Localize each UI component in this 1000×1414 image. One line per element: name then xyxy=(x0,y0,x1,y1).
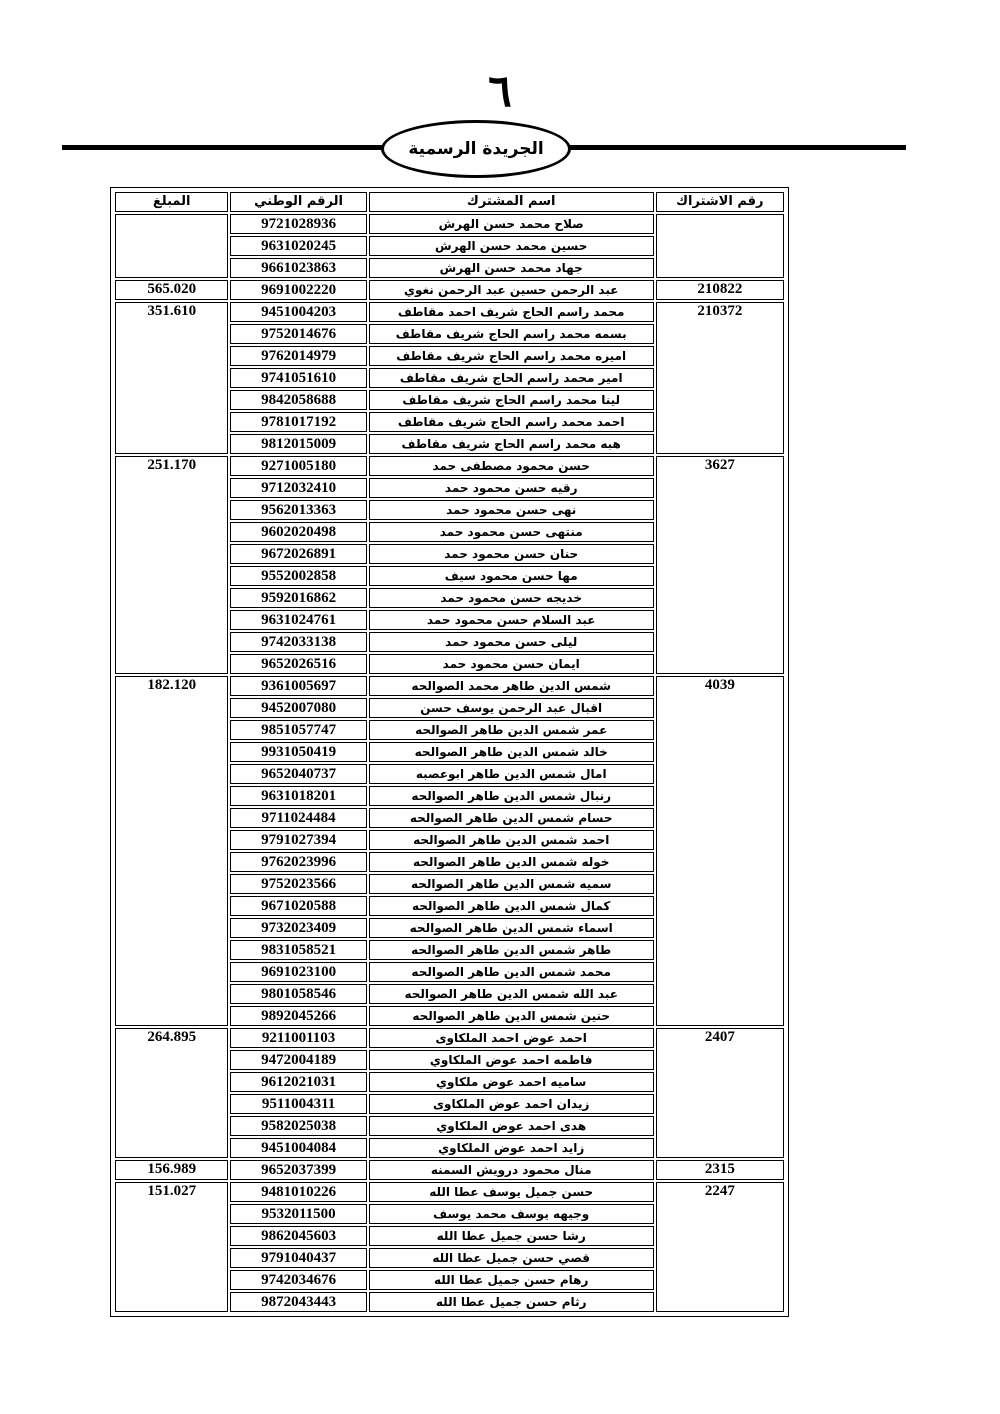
national-id-cell: 9711024484 xyxy=(230,808,366,828)
column-header-subscription-no: رقم الاشتراك xyxy=(656,192,784,212)
subscriber-name-cell: احمد عوض احمد الملكاوى xyxy=(369,1028,654,1048)
amount-cell: 565.020 xyxy=(115,280,228,300)
national-id-cell: 9532011500 xyxy=(230,1204,366,1224)
gazette-title-oval xyxy=(381,120,571,178)
column-header-amount: المبلغ xyxy=(115,192,228,212)
subscriber-name-cell: امال شمس الدين طاهر ابوعصبه xyxy=(369,764,654,784)
national-id-cell: 9752014676 xyxy=(230,324,366,344)
subscriber-name-cell: اقبال عبد الرحمن يوسف حسن xyxy=(369,698,654,718)
national-id-cell: 9672026891 xyxy=(230,544,366,564)
national-id-cell: 9741051610 xyxy=(230,368,366,388)
national-id-cell: 9592016862 xyxy=(230,588,366,608)
national-id-cell: 9652040737 xyxy=(230,764,366,784)
table-row xyxy=(115,280,784,300)
amount-cell: 264.895 xyxy=(115,1028,228,1158)
subscriber-name-cell: ايمان حسن محمود حمد xyxy=(369,654,654,674)
subscriber-name-cell: امير محمد راسم الحاج شريف مقاطف xyxy=(369,368,654,388)
national-id-cell: 9732023409 xyxy=(230,918,366,938)
national-id-cell: 9451004203 xyxy=(230,302,366,322)
subscriber-name-cell: صلاح محمد حسن الهرش xyxy=(369,214,654,234)
national-id-cell: 9851057747 xyxy=(230,720,366,740)
subscription-no-cell: 2315 xyxy=(656,1160,784,1180)
amount-cell xyxy=(115,214,228,278)
subscriber-name-cell: رثام حسن جميل عطا الله xyxy=(369,1292,654,1312)
national-id-cell: 9562013363 xyxy=(230,500,366,520)
subscriber-name-cell: خالد شمس الدين طاهر الصوالحه xyxy=(369,742,654,762)
amount-cell: 251.170 xyxy=(115,456,228,674)
subscriber-name-cell: حسن جميل يوسف عطا الله xyxy=(369,1182,654,1202)
subscriber-name-cell: رشا حسن جميل عطا الله xyxy=(369,1226,654,1246)
table-body xyxy=(115,214,784,1312)
amount-cell: 351.610 xyxy=(115,302,228,454)
subscription-no-cell xyxy=(656,214,784,278)
subscriber-name-cell: رهام حسن جميل عطا الله xyxy=(369,1270,654,1290)
subscriber-name-cell: وجيهه يوسف محمد يوسف xyxy=(369,1204,654,1224)
subscription-no-cell: 3627 xyxy=(656,456,784,674)
subscriber-name-cell: احمد محمد راسم الحاج شريف مقاطف xyxy=(369,412,654,432)
national-id-cell: 9271005180 xyxy=(230,456,366,476)
subscriber-name-cell: جهاد محمد حسن الهرش xyxy=(369,258,654,278)
table-header-row xyxy=(115,192,784,212)
subscriber-name-cell: خديجه حسن محمود حمد xyxy=(369,588,654,608)
subscriber-name-cell: لينا محمد راسم الحاج شريف مقاطف xyxy=(369,390,654,410)
subscriber-name-cell: سميه شمس الدين طاهر الصوالحه xyxy=(369,874,654,894)
national-id-cell: 9691023100 xyxy=(230,962,366,982)
table-row xyxy=(115,676,784,696)
national-id-cell: 9801058546 xyxy=(230,984,366,1004)
national-id-cell: 9721028936 xyxy=(230,214,366,234)
subscription-no-cell: 210822 xyxy=(656,280,784,300)
national-id-cell: 9742034676 xyxy=(230,1270,366,1290)
subscriber-name-cell: عبد الرحمن حسين عبد الرحمن نغوي xyxy=(369,280,654,300)
subscriber-name-cell: محمد شمس الدين طاهر الصوالحه xyxy=(369,962,654,982)
national-id-cell: 9791027394 xyxy=(230,830,366,850)
subscriber-name-cell: كمال شمس الدين طاهر الصوالحه xyxy=(369,896,654,916)
subscriber-name-cell: منتهى حسن محمود حمد xyxy=(369,522,654,542)
subscriber-name-cell: حنين شمس الدين طاهر الصوالحه xyxy=(369,1006,654,1026)
subscriber-name-cell: مها حسن محمود سيف xyxy=(369,566,654,586)
national-id-cell: 9631018201 xyxy=(230,786,366,806)
national-id-cell: 9812015009 xyxy=(230,434,366,454)
national-id-cell: 9892045266 xyxy=(230,1006,366,1026)
subscription-no-cell: 2407 xyxy=(656,1028,784,1158)
subscriber-name-cell: طاهر شمس الدين طاهر الصوالحه xyxy=(369,940,654,960)
national-id-cell: 9511004311 xyxy=(230,1094,366,1114)
national-id-cell: 9762023996 xyxy=(230,852,366,872)
subscriber-name-cell: حنان حسن محمود حمد xyxy=(369,544,654,564)
table-row xyxy=(115,1028,784,1048)
national-id-cell: 9552002858 xyxy=(230,566,366,586)
column-header-subscriber-name: اسم المشترك xyxy=(369,192,654,212)
subscriber-name-cell: بسمه محمد راسم الحاج شريف مقاطف xyxy=(369,324,654,344)
table-row xyxy=(115,214,784,234)
amount-cell: 156.989 xyxy=(115,1160,228,1180)
subscriber-name-cell: نهى حسن محمود حمد xyxy=(369,500,654,520)
subscriber-name-cell: عبد الله شمس الدين طاهر الصوالحه xyxy=(369,984,654,1004)
national-id-cell: 9712032410 xyxy=(230,478,366,498)
subscriber-name-cell: منال محمود درويش السمنه xyxy=(369,1160,654,1180)
subscriber-name-cell: ساميه احمد عوض ملكاوي xyxy=(369,1072,654,1092)
national-id-cell: 9582025038 xyxy=(230,1116,366,1136)
national-id-cell: 9452007080 xyxy=(230,698,366,718)
table-row xyxy=(115,302,784,322)
national-id-cell: 9862045603 xyxy=(230,1226,366,1246)
national-id-cell: 9652037399 xyxy=(230,1160,366,1180)
subscriber-name-cell: شمس الدين طاهر محمد الصوالحه xyxy=(369,676,654,696)
subscription-no-cell: 210372 xyxy=(656,302,784,454)
national-id-cell: 9472004189 xyxy=(230,1050,366,1070)
national-id-cell: 9211001103 xyxy=(230,1028,366,1048)
national-id-cell: 9451004084 xyxy=(230,1138,366,1158)
national-id-cell: 9842058688 xyxy=(230,390,366,410)
subscriber-name-cell: هدى احمد عوض الملكاوي xyxy=(369,1116,654,1136)
national-id-cell: 9631020245 xyxy=(230,236,366,256)
gazette-title: الجريدة الرسمية xyxy=(408,139,544,159)
national-id-cell: 9612021031 xyxy=(230,1072,366,1092)
subscriber-name-cell: ليلى حسن محمود حمد xyxy=(369,632,654,652)
subscriber-name-cell: هبه محمد راسم الحاج شريف مقاطف xyxy=(369,434,654,454)
subscriber-name-cell: عبد السلام حسن محمود حمد xyxy=(369,610,654,630)
subscriber-name-cell: قصي حسن جميل عطا الله xyxy=(369,1248,654,1268)
national-id-cell: 9831058521 xyxy=(230,940,366,960)
subscriber-name-cell: حسين محمد حسن الهرش xyxy=(369,236,654,256)
subscribers-table xyxy=(113,190,786,1314)
national-id-cell: 9602020498 xyxy=(230,522,366,542)
page-number: ٦ xyxy=(488,66,512,117)
amount-cell: 182.120 xyxy=(115,676,228,1026)
national-id-cell: 9691002220 xyxy=(230,280,366,300)
national-id-cell: 9931050419 xyxy=(230,742,366,762)
national-id-cell: 9781017192 xyxy=(230,412,366,432)
table-row xyxy=(115,1160,784,1180)
subscription-no-cell: 4039 xyxy=(656,676,784,1026)
national-id-cell: 9631024761 xyxy=(230,610,366,630)
subscription-no-cell: 2247 xyxy=(656,1182,784,1312)
subscriber-name-cell: رنبال شمس الدين طاهر الصوالحه xyxy=(369,786,654,806)
table-row xyxy=(115,1182,784,1202)
national-id-cell: 9791040437 xyxy=(230,1248,366,1268)
subscriber-name-cell: احمد شمس الدين طاهر الصوالحه xyxy=(369,830,654,850)
subscriber-name-cell: زايد احمد عوض الملكاوي xyxy=(369,1138,654,1158)
national-id-cell: 9361005697 xyxy=(230,676,366,696)
subscriber-name-cell: زيدان احمد عوض الملكاوى xyxy=(369,1094,654,1114)
national-id-cell: 9762014979 xyxy=(230,346,366,366)
subscriber-name-cell: خوله شمس الدين طاهر الصوالحه xyxy=(369,852,654,872)
subscriber-name-cell: رقيه حسن محمود حمد xyxy=(369,478,654,498)
subscribers-table-frame xyxy=(110,187,789,1317)
table-row xyxy=(115,456,784,476)
subscriber-name-cell: محمد راسم الحاج شريف احمد مقاطف xyxy=(369,302,654,322)
amount-cell: 151.027 xyxy=(115,1182,228,1312)
national-id-cell: 9742033138 xyxy=(230,632,366,652)
national-id-cell: 9872043443 xyxy=(230,1292,366,1312)
subscriber-name-cell: اميره محمد راسم الحاج شريف مقاطف xyxy=(369,346,654,366)
subscriber-name-cell: حسام شمس الدين طاهر الصوالحه xyxy=(369,808,654,828)
subscriber-name-cell: حسن محمود مصطفى حمد xyxy=(369,456,654,476)
column-header-national-id: الرقم الوطني xyxy=(230,192,366,212)
national-id-cell: 9671020588 xyxy=(230,896,366,916)
subscriber-name-cell: اسماء شمس الدين طاهر الصوالحه xyxy=(369,918,654,938)
national-id-cell: 9481010226 xyxy=(230,1182,366,1202)
subscriber-name-cell: عمر شمس الدين طاهر الصوالحه xyxy=(369,720,654,740)
national-id-cell: 9652026516 xyxy=(230,654,366,674)
subscriber-name-cell: فاطمه احمد عوض الملكاوي xyxy=(369,1050,654,1070)
national-id-cell: 9752023566 xyxy=(230,874,366,894)
national-id-cell: 9661023863 xyxy=(230,258,366,278)
